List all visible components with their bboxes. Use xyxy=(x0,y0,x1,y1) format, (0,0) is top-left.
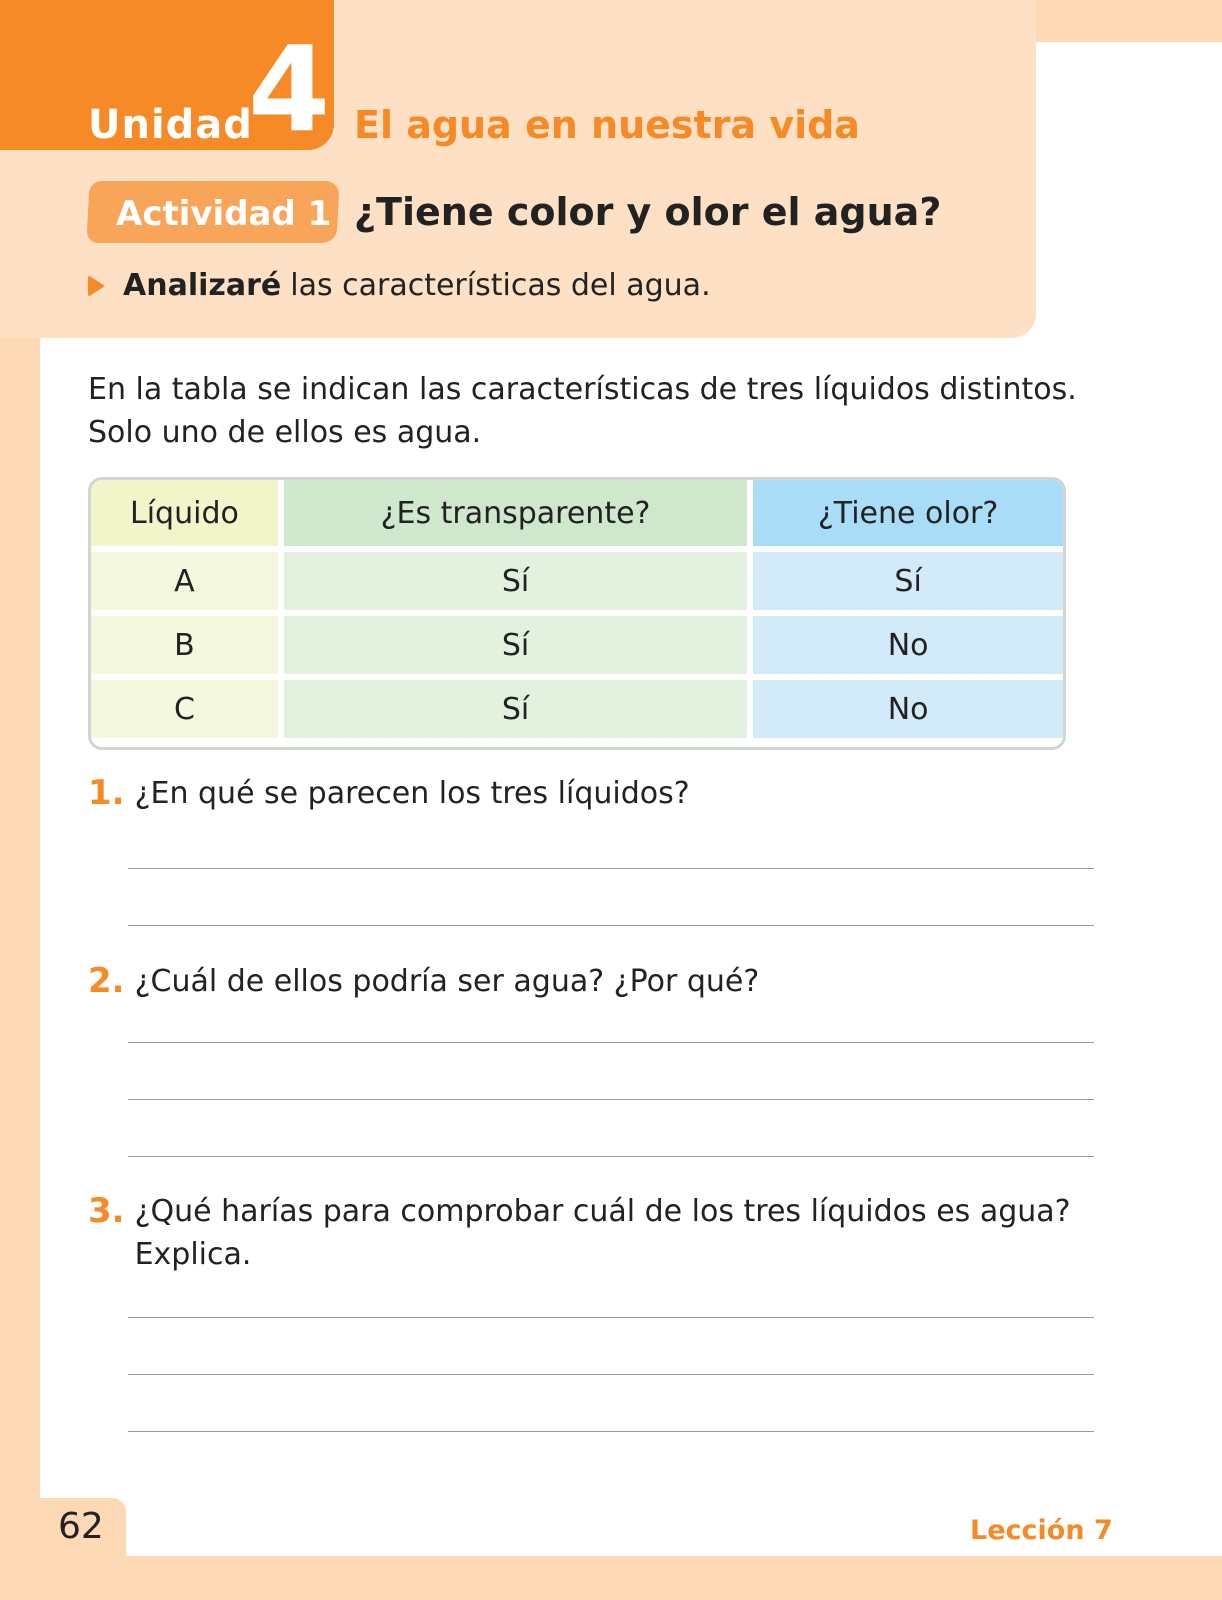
liquids-table xyxy=(88,477,1066,750)
table-cell: No xyxy=(753,616,1063,674)
unit-word: Unidad xyxy=(88,102,253,148)
answer-line[interactable] xyxy=(128,925,1094,926)
objective xyxy=(88,268,711,303)
answer-line[interactable] xyxy=(128,1431,1094,1432)
column-header: ¿Tiene olor? xyxy=(753,480,1063,546)
table-cell: Sí xyxy=(284,616,747,674)
answer-line[interactable] xyxy=(128,1042,1094,1043)
activity-title: ¿Tiene color y olor el agua? xyxy=(354,190,942,234)
question-text: ¿Cuál de ellos podría ser agua? ¿Por qué? xyxy=(134,964,760,999)
question-number: 2. xyxy=(88,961,125,1001)
table-cell: A xyxy=(91,552,278,610)
activity-label: Actividad 1 xyxy=(116,194,332,234)
page-bottom-border xyxy=(0,1556,1222,1600)
question-3 xyxy=(88,1190,1071,1276)
table-row xyxy=(91,680,1063,738)
objective-text: las características del agua. xyxy=(290,268,711,303)
lesson-label: Lección 7 xyxy=(970,1515,1113,1546)
column-header: ¿Es transparente? xyxy=(284,480,747,546)
question-text xyxy=(135,1190,1071,1276)
answer-line[interactable] xyxy=(128,1374,1094,1375)
answer-line[interactable] xyxy=(128,1317,1094,1318)
answer-line[interactable] xyxy=(128,868,1094,869)
question-number: 1. xyxy=(88,773,125,813)
triangle-bullet-icon xyxy=(88,275,105,297)
question-1 xyxy=(88,772,690,816)
answer-line[interactable] xyxy=(128,1099,1094,1100)
unit-number: 4 xyxy=(248,20,331,158)
objective-verb: Analizaré xyxy=(123,268,282,303)
table-row xyxy=(91,616,1063,674)
table-cell: B xyxy=(91,616,278,674)
question-text-line-2: Explica. xyxy=(134,1237,252,1272)
table-cell: Sí xyxy=(284,552,747,610)
question-2 xyxy=(88,960,759,1004)
question-number: 3. xyxy=(88,1191,125,1231)
intro-text xyxy=(88,368,1088,454)
table-row xyxy=(91,552,1063,610)
intro-line-1: En la tabla se indican las características de tres líquidos distintos. xyxy=(88,372,1077,407)
answer-line[interactable] xyxy=(128,1156,1094,1157)
page-number: 62 xyxy=(58,1506,104,1547)
table-cell: No xyxy=(753,680,1063,738)
unit-title: El agua en nuestra vida xyxy=(354,103,860,147)
question-text-line-1: ¿Qué harías para comprobar cuál de los tres líquidos es agua? xyxy=(134,1194,1071,1229)
question-text: ¿En qué se parecen los tres líquidos? xyxy=(134,776,690,811)
table-cell: C xyxy=(91,680,278,738)
table-header-row xyxy=(91,480,1063,546)
column-header: Líquido xyxy=(91,480,278,546)
intro-line-2: Solo uno de ellos es agua. xyxy=(88,415,482,450)
table-cell: Sí xyxy=(753,552,1063,610)
table-cell: Sí xyxy=(284,680,747,738)
